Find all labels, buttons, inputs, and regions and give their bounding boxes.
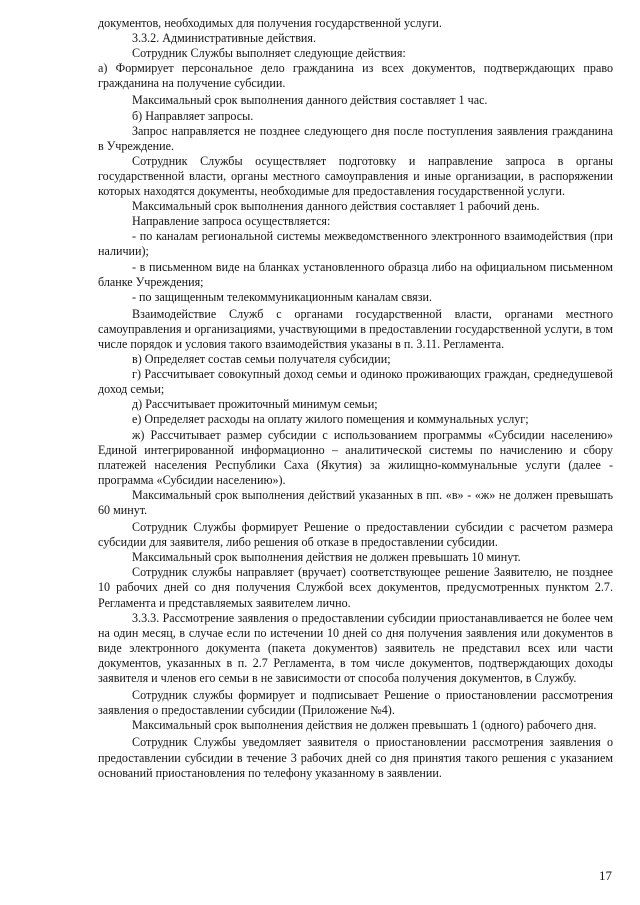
- paragraph: Сотрудник Службы выполняет следующие действия:: [132, 46, 406, 61]
- list-item: а) Формирует персональное дело гражданина из всех документов, подтверждающих право гражданина на получение субсидии.: [98, 61, 613, 91]
- list-item: в) Определяет состав семьи получателя субсидии;: [132, 352, 391, 367]
- section-heading: 3.3.2. Административные действия.: [132, 31, 316, 46]
- paragraph: 3.3.3. Рассмотрение заявления о предоставлении субсидии приостанавливается не более чем на один месяц, в случае если по истечении 10 дней со дня получения заявления или документов в виде электронного документа (пакета документов) заявитель не представил всех или части документов, указанных в п. 2.7 Регламента, в том числе документов, подтверждающих доходы заявителя и членов его семьи в не зависимости от способа получения документов, в Службу.: [98, 610, 613, 686]
- list-item: г) Рассчитывает совокупный доход семьи и одиноко проживающих граждан, среднедушевой доход семьи;: [98, 367, 613, 397]
- paragraph: Сотрудник службы формирует и подписывает Решение о приостановлении рассмотрения заявления о предоставлении субсидии (Приложение №4).: [98, 688, 613, 718]
- paragraph: Направление запроса осуществляется:: [132, 214, 331, 229]
- list-item: е) Определяет расходы на оплату жилого помещения и коммунальных услуг;: [132, 412, 529, 427]
- paragraph: Взаимодействие Служб с органами государственной власти, органами местного самоуправления и организациями, участвующими в предоставлении государственной услуги, в том числе порядок и условия такого взаимодействия указаны в п. 3.11. Регламента.: [98, 306, 613, 351]
- paragraph: Сотрудник Службы осуществляет подготовку и направление запроса в органы государственной власти, органы местного самоуправления и иные организации, в распоряжении которых находятся документы, необходимые для предоставления государственной услуги.: [98, 153, 613, 199]
- paragraph: Максимальный срок выполнения данного действия составляет 1 час.: [132, 93, 488, 108]
- list-item: - по каналам региональной системы межведомственного электронного взаимодействия (при наличии);: [98, 229, 613, 259]
- paragraph: Запрос направляется не позднее следующего дня после поступления заявления гражданина в Учреждение.: [98, 123, 613, 153]
- list-item: - по защищенным телекоммуникационным каналам связи.: [132, 289, 433, 304]
- paragraph: документов, необходимых для получения государственной услуги.: [98, 16, 442, 30]
- list-item: д) Рассчитывает прожиточный минимум семьи;: [132, 397, 378, 412]
- paragraph: Сотрудник службы направляет (вручает) соответствующее решение Заявителю, не позднее 10 рабочих дней со дня получения Службой всех документов, предусмотренных пунктом 2.7. Регламента и представляемых заявителем лично.: [98, 565, 613, 610]
- paragraph: Максимальный срок выполнения действия не должен превышать 10 минут.: [132, 550, 521, 565]
- list-item: ж) Рассчитывает размер субсидии с использованием программы «Субсидии населению» Единой интегрированной информационно – аналитической системы по начислению и сбору платежей населения Республики Саха (Якутия) за жилищно-коммунальные услуги (далее - программа «Субсидии населению»).: [98, 427, 613, 487]
- paragraph: Максимальный срок выполнения действия не должен превышать 1 (одного) рабочего дня.: [132, 718, 597, 733]
- paragraph: Сотрудник Службы формирует Решение о предоставлении субсидии с расчетом размера субсидии для заявителя, либо решения об отказе в предоставлении субсидии.: [98, 520, 613, 550]
- list-item: б) Направляет запросы.: [132, 108, 254, 123]
- document-page: [98, 16, 613, 781]
- paragraph: Максимальный срок выполнения данного действия составляет 1 рабочий день.: [132, 199, 540, 214]
- list-item: - в письменном виде на бланках установленного образца либо на официальном письменном бланке Учреждения;: [98, 259, 613, 289]
- paragraph: Максимальный срок выполнения действий указанных в пп. «в» - «ж» не должен превышать 60 минут.: [98, 487, 613, 517]
- paragraph: Сотрудник Службы уведомляет заявителя о приостановлении рассмотрения заявления о предоставлении субсидии в течение 3 рабочих дней со дня принятия такого решения с указанием оснований приостановления по телефону указанному в заявлении.: [98, 735, 613, 780]
- page-number: 17: [599, 868, 612, 883]
